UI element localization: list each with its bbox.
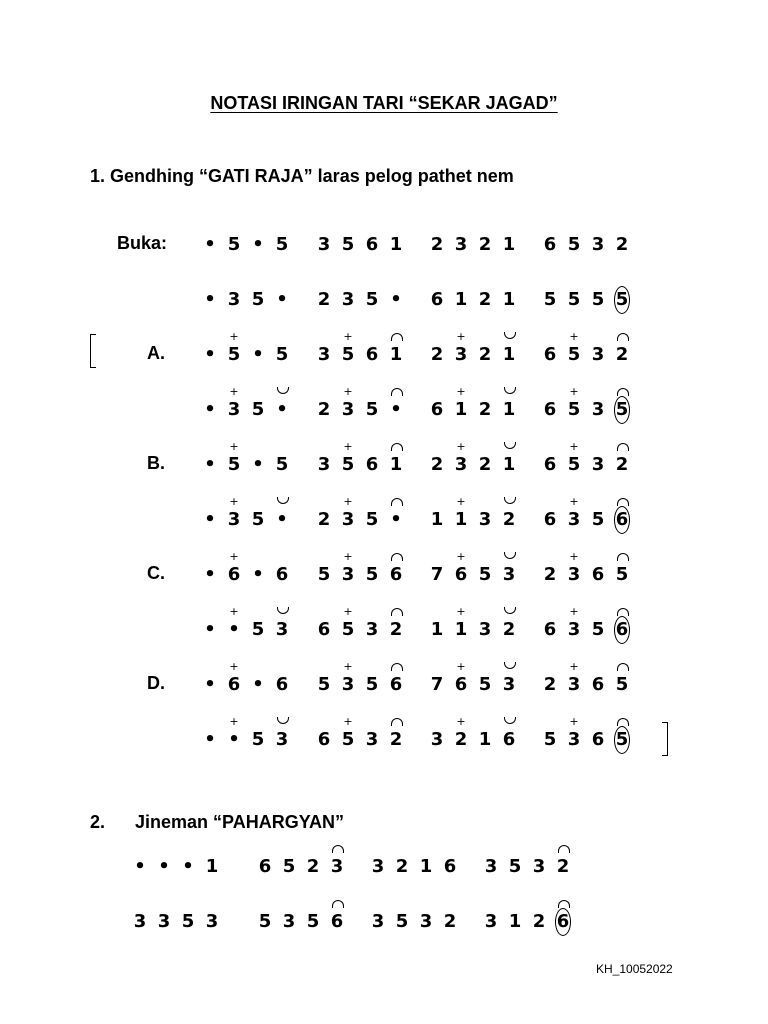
notation-note: • <box>390 289 402 310</box>
notation-group <box>198 281 294 311</box>
notation-note: 5 <box>317 674 331 695</box>
notation-note: 2 <box>443 911 457 932</box>
notation-group <box>538 666 634 696</box>
notation-note: • <box>252 564 264 585</box>
notation-note: 6 <box>591 674 605 695</box>
notation-note: 2 <box>478 399 492 420</box>
notation-note: 3 <box>270 729 294 751</box>
notation-note: 3 <box>419 911 433 932</box>
notation-note: • <box>204 344 216 365</box>
notation-note: + 3 <box>562 564 586 586</box>
notation-note: 6 <box>610 619 634 641</box>
notation-note: 6 <box>365 234 379 255</box>
notation-note: + 5 <box>222 454 246 476</box>
notation-note: 3 <box>478 509 492 530</box>
row-label: B. <box>147 453 165 473</box>
notation-note: 3 <box>591 454 605 475</box>
notation-note: + 1 <box>449 619 473 641</box>
notation-note: 2 <box>306 856 320 877</box>
notation-note: 3 <box>317 454 331 475</box>
section-1-heading: 1. Gendhing “GATI RAJA” laras pelog pathet nem <box>90 166 514 186</box>
notation-note: + 3 <box>336 509 360 531</box>
row-label: Buka: <box>117 233 168 253</box>
notation-note: 5 <box>365 674 379 695</box>
notation-note: 6 <box>325 911 349 933</box>
notation-group <box>425 611 521 641</box>
notation-note: 1 <box>430 619 444 640</box>
notation-note: 6 <box>258 856 272 877</box>
page-title: NOTASI IRINGAN TARI “SEKAR JAGAD” <box>210 93 558 113</box>
notation-note: 5 <box>251 399 265 420</box>
notation-note: + 5 <box>562 454 586 476</box>
notation-group <box>128 848 224 878</box>
row-label: A. <box>147 343 165 363</box>
notation-note: 6 <box>275 564 289 585</box>
notation-group <box>538 556 634 586</box>
notation-note: 6 <box>317 729 331 750</box>
notation-group <box>366 903 462 933</box>
notation-note: + 5 <box>562 344 586 366</box>
notation-note: 2 <box>478 289 492 310</box>
notation-note: 6 <box>543 509 557 530</box>
notation-note: • <box>182 856 194 877</box>
notation-note: 3 <box>532 856 546 877</box>
notation-note: 6 <box>610 509 634 531</box>
notation-note: 5 <box>478 674 492 695</box>
notation-group <box>198 501 294 531</box>
notation-note: 6 <box>591 564 605 585</box>
document-code: KH_10052022 <box>596 962 673 976</box>
notation-note: • <box>384 399 408 421</box>
notation-note: • <box>204 674 216 695</box>
notation-note: 1 <box>419 856 433 877</box>
notation-note: 2 <box>497 509 521 531</box>
notation-note: 5 <box>610 289 634 311</box>
notation-group <box>425 281 521 311</box>
notation-note: 5 <box>251 619 265 640</box>
notation-note: 3 <box>497 674 521 696</box>
repeat-bracket-close <box>662 722 668 756</box>
notation-note: 1 <box>205 856 219 877</box>
notation-note: 1 <box>508 911 522 932</box>
notation-note: 5 <box>610 729 634 751</box>
notation-note: 5 <box>258 911 272 932</box>
notation-group <box>128 903 224 933</box>
notation-note: • <box>204 509 216 530</box>
notation-group <box>538 281 634 311</box>
notation-note: 5 <box>227 234 241 255</box>
notation-note: 3 <box>591 344 605 365</box>
notation-note: 3 <box>591 234 605 255</box>
notation-note: 3 <box>282 911 296 932</box>
notation-note: • <box>252 344 264 365</box>
notation-group <box>253 903 349 933</box>
notation-note: + 5 <box>336 454 360 476</box>
notation-note: + 1 <box>449 399 473 421</box>
notation-group <box>312 336 408 366</box>
notation-note: 5 <box>508 856 522 877</box>
notation-note: • <box>384 509 408 531</box>
notation-group <box>425 336 521 366</box>
notation-note: 5 <box>567 289 581 310</box>
notation-note: 2 <box>317 509 331 530</box>
notation-note: 5 <box>251 729 265 750</box>
notation-note: 1 <box>478 729 492 750</box>
notation-group <box>198 666 294 696</box>
notation-group <box>253 848 349 878</box>
notation-note: • <box>204 619 216 640</box>
notation-note: + 3 <box>449 344 473 366</box>
notation-note: 1 <box>497 399 521 421</box>
notation-group <box>312 666 408 696</box>
notation-note: 2 <box>478 454 492 475</box>
notation-group <box>198 391 294 421</box>
notation-note: 1 <box>384 344 408 366</box>
notation-note: 6 <box>384 564 408 586</box>
notation-group <box>198 556 294 586</box>
notation-note: • <box>204 454 216 475</box>
notation-note: 1 <box>497 454 521 476</box>
notation-group <box>538 501 634 531</box>
section-2-number: 2. <box>90 812 106 832</box>
notation-group <box>425 501 521 531</box>
notation-group <box>538 226 634 256</box>
notation-note: 1 <box>384 454 408 476</box>
notation-note: 6 <box>543 454 557 475</box>
notation-note: + 6 <box>449 674 473 696</box>
notation-group <box>425 666 521 696</box>
notation-note: 6 <box>275 674 289 695</box>
notation-note: + • <box>222 729 246 751</box>
notation-group <box>198 611 294 641</box>
notation-note: 6 <box>543 619 557 640</box>
notation-note: + 5 <box>336 729 360 751</box>
notation-note: 3 <box>478 619 492 640</box>
notation-group <box>538 391 634 421</box>
notation-note: 6 <box>430 289 444 310</box>
notation-note: + 5 <box>336 344 360 366</box>
notation-group <box>538 336 634 366</box>
notation-group <box>312 721 408 751</box>
notation-note: • <box>252 674 264 695</box>
notation-note: 2 <box>551 856 575 878</box>
notation-note: 5 <box>591 509 605 530</box>
notation-note: 3 <box>365 619 379 640</box>
notation-note: • <box>270 509 294 531</box>
notation-note: 6 <box>543 234 557 255</box>
notation-note: 5 <box>610 399 634 421</box>
notation-group <box>425 391 521 421</box>
notation-note: 5 <box>181 911 195 932</box>
notation-note: 3 <box>591 399 605 420</box>
notation-note: 5 <box>478 564 492 585</box>
notation-note: + 5 <box>562 399 586 421</box>
notation-note: 7 <box>430 674 444 695</box>
notation-note: 5 <box>567 234 581 255</box>
notation-note: + 3 <box>222 509 246 531</box>
notation-note: • <box>204 289 216 310</box>
notation-note: 3 <box>430 729 444 750</box>
notation-note: + 3 <box>222 399 246 421</box>
notation-note: • <box>252 454 264 475</box>
notation-note: 1 <box>389 234 403 255</box>
notation-note: + 3 <box>562 509 586 531</box>
notation-note: + • <box>222 619 246 641</box>
notation-group <box>312 281 408 311</box>
notation-group <box>425 556 521 586</box>
section-2-heading: Jineman “PAHARGYAN” <box>135 812 345 832</box>
repeat-bracket-open <box>90 334 96 368</box>
notation-note: 6 <box>384 674 408 696</box>
notation-group <box>198 446 294 476</box>
notation-group <box>479 848 575 878</box>
notation-note: • <box>204 234 216 255</box>
notation-note: 6 <box>591 729 605 750</box>
notation-note: 2 <box>478 234 492 255</box>
notation-note: 2 <box>610 454 634 476</box>
notation-note: 2 <box>478 344 492 365</box>
notation-group <box>312 611 408 641</box>
notation-group <box>312 556 408 586</box>
notation-note: 5 <box>341 234 355 255</box>
notation-note: 5 <box>275 454 289 475</box>
notation-group <box>312 446 408 476</box>
notation-note: 2 <box>384 619 408 641</box>
notation-note: 2 <box>430 454 444 475</box>
notation-group <box>479 903 575 933</box>
notation-note: 6 <box>497 729 521 751</box>
notation-note: + 6 <box>222 564 246 586</box>
notation-group <box>538 446 634 476</box>
notation-note: 1 <box>430 509 444 530</box>
notation-note: 5 <box>591 619 605 640</box>
notation-note: 5 <box>282 856 296 877</box>
notation-note: 1 <box>497 344 521 366</box>
notation-group <box>312 391 408 421</box>
notation-note: 3 <box>484 911 498 932</box>
notation-note: 5 <box>610 674 634 696</box>
notation-note: 6 <box>365 344 379 365</box>
notation-note: 5 <box>306 911 320 932</box>
notation-note: + 3 <box>336 564 360 586</box>
notation-note: 2 <box>430 234 444 255</box>
notation-note: 3 <box>365 729 379 750</box>
notation-group <box>425 446 521 476</box>
notation-note: + 1 <box>449 509 473 531</box>
notation-note: 3 <box>317 344 331 365</box>
notation-group <box>312 501 408 531</box>
notation-note: 3 <box>133 911 147 932</box>
row-label: C. <box>147 563 165 583</box>
notation-note: • <box>204 399 216 420</box>
notation-note: 7 <box>430 564 444 585</box>
notation-note: 2 <box>317 289 331 310</box>
notation-note: 3 <box>205 911 219 932</box>
notation-note: 5 <box>610 564 634 586</box>
notation-note: + 3 <box>449 454 473 476</box>
notation-note: + 3 <box>562 729 586 751</box>
notation-note: 1 <box>502 289 516 310</box>
notation-note: + 3 <box>336 399 360 421</box>
notation-note: 2 <box>610 344 634 366</box>
notation-group <box>312 226 408 256</box>
notation-note: 3 <box>371 856 385 877</box>
notation-note: 2 <box>430 344 444 365</box>
notation-note: 1 <box>454 289 468 310</box>
notation-note: 6 <box>443 856 457 877</box>
notation-note: 3 <box>325 856 349 878</box>
notation-note: 3 <box>270 619 294 641</box>
notation-note: 2 <box>384 729 408 751</box>
notation-note: 2 <box>532 911 546 932</box>
notation-note: 6 <box>543 344 557 365</box>
notation-note: 3 <box>317 234 331 255</box>
notation-note: • <box>134 856 146 877</box>
notation-group <box>425 226 521 256</box>
notation-note: 6 <box>365 454 379 475</box>
notation-note: 2 <box>543 674 557 695</box>
notation-note: • <box>270 399 294 421</box>
notation-note: 6 <box>551 911 575 933</box>
notation-note: 5 <box>251 289 265 310</box>
notation-group <box>198 226 294 256</box>
notation-group <box>425 721 521 751</box>
row-label: D. <box>147 673 165 693</box>
notation-note: 5 <box>275 234 289 255</box>
notation-note: 6 <box>430 399 444 420</box>
notation-note: 5 <box>275 344 289 365</box>
notation-note: 1 <box>502 234 516 255</box>
notation-note: + 3 <box>336 674 360 696</box>
notation-note: 2 <box>615 234 629 255</box>
notation-note: 2 <box>395 856 409 877</box>
notation-note: 5 <box>543 729 557 750</box>
notation-note: + 5 <box>336 619 360 641</box>
notation-note: + 6 <box>449 564 473 586</box>
notation-note: 2 <box>317 399 331 420</box>
notation-note: 3 <box>484 856 498 877</box>
notation-group <box>538 721 634 751</box>
notation-note: • <box>252 234 264 255</box>
notation-group <box>538 611 634 641</box>
notation-note: 5 <box>543 289 557 310</box>
notation-note: 5 <box>251 509 265 530</box>
notation-note: 3 <box>157 911 171 932</box>
notation-note: 3 <box>227 289 241 310</box>
notation-note: 2 <box>497 619 521 641</box>
notation-note: + 5 <box>222 344 246 366</box>
notation-note: + 3 <box>562 619 586 641</box>
notation-note: 3 <box>454 234 468 255</box>
notation-note: 5 <box>591 289 605 310</box>
notation-note: 5 <box>365 399 379 420</box>
notation-note: 5 <box>365 509 379 530</box>
notation-note: 5 <box>365 564 379 585</box>
notation-note: 5 <box>395 911 409 932</box>
notation-note: • <box>276 289 288 310</box>
notation-note: + 3 <box>562 674 586 696</box>
notation-note: 3 <box>371 911 385 932</box>
notation-note: 5 <box>317 564 331 585</box>
notation-note: 6 <box>317 619 331 640</box>
notation-note: + 6 <box>222 674 246 696</box>
notation-group <box>366 848 462 878</box>
notation-note: • <box>204 729 216 750</box>
notation-group <box>198 721 294 751</box>
notation-note: 6 <box>543 399 557 420</box>
notation-group <box>198 336 294 366</box>
notation-note: + 2 <box>449 729 473 751</box>
notation-note: 3 <box>497 564 521 586</box>
notation-note: 3 <box>341 289 355 310</box>
notation-note: • <box>158 856 170 877</box>
notation-note: 2 <box>543 564 557 585</box>
notation-note: • <box>204 564 216 585</box>
notation-note: 5 <box>365 289 379 310</box>
